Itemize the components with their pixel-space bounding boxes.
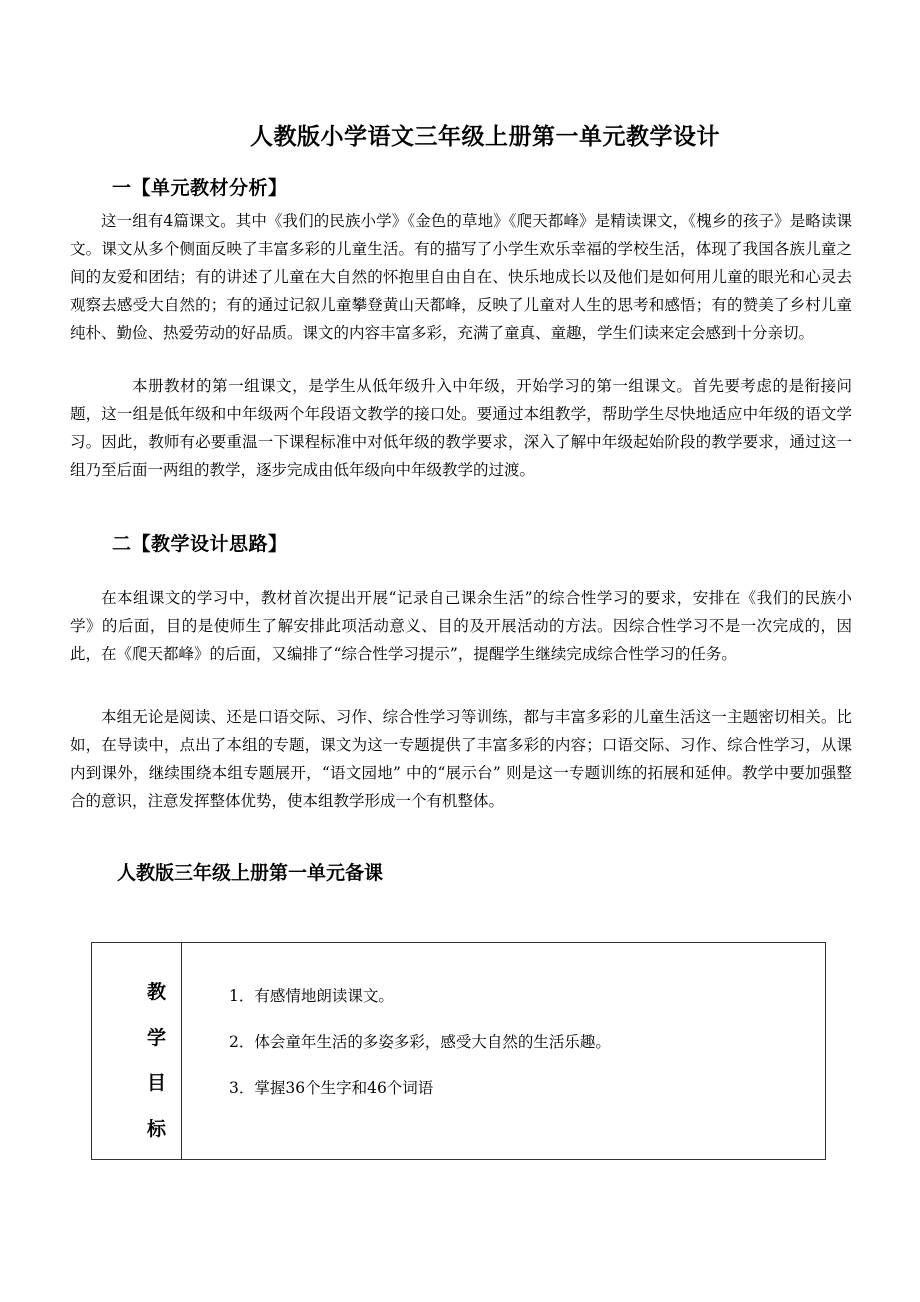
goals-content-cell: [182, 943, 825, 1159]
paragraph: 这一组有4篇课文。其中《我们的民族小学》《金色的草地》《爬天都峰》是精读课文，《槐乡的孩子》是略读课文。课文从多个侧面反映了丰富多彩的儿童生活。有的描写了小学生欢乐幸福的学校生活，体现了我国各族儿童之间的友爱和团结；有的讲述了儿童在大自然的怀抱里自由自在、快乐地成长以及他们是如何用儿童的眼光和心灵去观察去感受大自然的；有的通过记叙儿童攀登黄山天都峰，反映了儿童对人生的思考和感悟；有的赞美了乡村儿童纯朴、勤俭、热爱劳动的好品质。课文的内容丰富多彩，充满了童真、童趣，学生们读来定会感到十分亲切。: [70, 212, 852, 342]
goals-label-char: 标: [146, 1117, 166, 1140]
lesson-subtitle: 人教版三年级上册第一单元备课: [117, 862, 384, 884]
goals-label-char: 目: [146, 1072, 166, 1094]
goal-item: 3．掌握36个生字和46个词语: [229, 1079, 434, 1097]
paragraph: 在本组课文的学习中，教材首次提出开展“记录自己课余生活”的综合性学习的要求，安排在《我们的民族小学》的后面，目的是使师生了解安排此项活动意义、目的及开展活动的方法。因综合性学习不是一次完成的，因此，在《爬天都峰》的后面，又编排了“综合性学习提示”，提醒学生继续完成综合性学习的任务。: [70, 589, 852, 663]
goal-item: 2．体会童年生活的多姿多彩，感受大自然的生活乐趣。: [229, 1033, 611, 1051]
paragraph: 本组无论是阅读、还是口语交际、习作、综合性学习等训练，都与丰富多彩的儿童生活这一主题密切相关。比如，在导读中，点出了本组的专题，课文为这一专题提供了丰富多彩的内容；口语交际、习作、综合性学习，从课内到课外，继续围绕本组专题展开，“语文园地” 中的“展示台” 则是这一专题训练的拓展和延伸。教学中要加强整合的意识，注意发挥整体优势，使本组教学形成一个有机整体。: [70, 708, 852, 810]
goals-label-char: 学: [146, 1026, 166, 1049]
goal-item: 1．有感情地朗读课文。: [229, 987, 394, 1005]
section-heading-design: 二【教学设计思路】: [112, 533, 288, 555]
goals-label-cell: [92, 943, 182, 1159]
teaching-goals-table: [91, 942, 826, 1160]
document-title: 人教版小学语文三年级上册第一单元教学设计: [250, 123, 720, 150]
section-heading-analysis: 一【单元教材分析】: [112, 177, 288, 199]
goals-label-char: 教: [146, 981, 166, 1003]
paragraph: 本册教材的第一组课文，是学生从低年级升入中年级，开始学习的第一组课文。首先要考虑的是衔接问题，这一组是低年级和中年级两个年段语文教学的接口处。要通过本组教学，帮助学生尽快地适应中年级的语文学习。因此，教师有必要重温一下课程标准中对低年级的教学要求，深入了解中年级起始阶段的教学要求，通过这一组乃至后面一两组的教学，逐步完成由低年级向中年级教学的过渡。: [70, 377, 852, 479]
